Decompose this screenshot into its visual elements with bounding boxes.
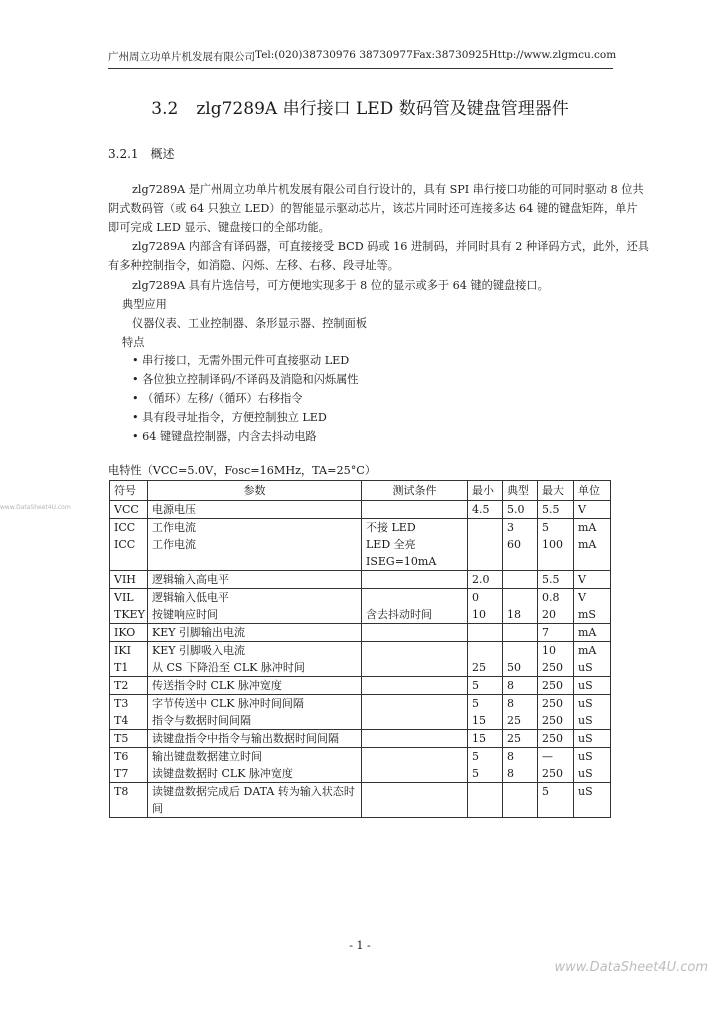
cell-max: 10 250 [538,642,574,677]
cell-min: 5 5 [468,748,503,783]
cell-min: 25 [468,642,503,677]
chapter-number: 3.2 [151,99,179,119]
cell-parameter: 读键盘指令中指令与输出数据时间间隔 [148,730,362,748]
cell-symbol: IKI T1 [110,642,148,677]
table-header-row [110,481,611,501]
table-row [110,519,611,571]
table-row [110,783,611,818]
page-number: - 1 - [349,939,371,952]
cell-unit: uS [574,783,611,818]
cell-parameter: 逻辑输入低电平 按键响应时间 [148,589,362,624]
feature-item: • （循环）左移/（循环）右移指令 [132,392,303,405]
cell-parameter: KEY 引脚吸入电流 从 CS 下降沿至 CLK 脉冲时间 [148,642,362,677]
table-row [110,730,611,748]
header-symbol: 符号 [110,481,148,501]
cell-min: 0 10 [468,589,503,624]
cell-typ: 18 [503,589,538,624]
cell-symbol: T2 [110,677,148,695]
cell-condition: 不接 LED LED 全亮 ISEG=10mA [362,519,468,571]
feature-label: 特点 [122,336,145,349]
cell-condition [362,730,468,748]
application-label: 典型应用 [122,298,167,311]
cell-unit: uS uS [574,748,611,783]
header-fax: Fax:38730925 [412,49,489,61]
table-row [110,748,611,783]
cell-condition [362,783,468,818]
cell-parameter: 输出键盘数据建立时间 读键盘数据时 CLK 脉冲宽度 [148,748,362,783]
feature-item: • 具有段寻址指令，方便控制独立 LED [132,411,327,424]
cell-parameter: 逻辑输入高电平 [148,571,362,589]
table-row [110,589,611,624]
application-text: 仪器仪表、工业控制器、条形显示器、控制面板 [132,317,367,330]
cell-min: 5 [468,677,503,695]
overview-p2-line2: 有多种控制指令，如消隐、闪烁、左移、右移、段寻址等。 [108,259,399,272]
cell-parameter: 读键盘数据完成后 DATA 转为输入状态时 间 [148,783,362,818]
table-row [110,677,611,695]
table-row [110,501,611,519]
feature-item: • 串行接口，无需外围元件可直接驱动 LED [132,354,350,367]
cell-typ: 5.0 [503,501,538,519]
section-number: 3.2.1 [108,147,139,161]
cell-min: 4.5 [468,501,503,519]
cell-max: 250 [538,730,574,748]
header-website[interactable]: Http://www.zlgmcu.com [488,49,617,61]
cell-unit: V mS [574,589,611,624]
header-unit: 单位 [574,481,611,501]
overview-p1-line2: 阴式数码管（或 64 只独立 LED）的智能显示驱动芯片，该芯片同时还可连接多达 64 键的键盘矩阵，单片 [108,202,638,215]
header-min: 最小 [468,481,503,501]
cell-condition: 含去抖动时间 [362,589,468,624]
cell-typ: 8 25 [503,695,538,730]
overview-p2-line1: zlg7289A 内部含有译码器，可直接接受 BCD 码或 16 进制码，并同时具有 2 种译码方式，此外，还具 [132,240,649,253]
cell-max: 5 100 [538,519,574,571]
cell-unit: V [574,501,611,519]
cell-typ: 8 8 [503,748,538,783]
section-title: 概述 [150,147,175,161]
overview-p3-line1: zlg7289A 具有片选信号，可方便地实现多于 8 位的显示或多于 64 键的键盘接口。 [132,279,549,292]
table-row [110,571,611,589]
cell-typ: 3 60 [503,519,538,571]
cell-min: 5 15 [468,695,503,730]
chapter-title-text: zlg7289A 串行接口 LED 数码管及键盘管理器件 [196,99,569,119]
cell-max: 5 [538,783,574,818]
page-header [108,49,617,69]
cell-condition [362,624,468,642]
cell-unit: V [574,571,611,589]
cell-unit: uS [574,677,611,695]
header-company: 广州周立功单片机发展有限公司 [108,51,255,63]
cell-parameter: KEY 引脚输出电流 [148,624,362,642]
cell-max: 7 [538,624,574,642]
cell-unit: mA mA [574,519,611,571]
cell-min: 2.0 [468,571,503,589]
table-row [110,695,611,730]
section-heading [108,145,175,162]
cell-parameter: 工作电流 工作电流 [148,519,362,571]
corner-watermark: www.DataSheet4U.com [554,960,708,975]
cell-symbol: T6 T7 [110,748,148,783]
side-watermark: www.DataSheet4U.com [0,504,71,511]
cell-min [468,519,503,571]
cell-typ: 25 [503,730,538,748]
cell-max: 0.8 20 [538,589,574,624]
cell-typ [503,624,538,642]
cell-min [468,624,503,642]
cell-condition [362,642,468,677]
cell-symbol: VIH [110,571,148,589]
cell-max: — 250 [538,748,574,783]
cell-typ: 50 [503,642,538,677]
feature-item: • 64 键键盘控制器，内含去抖动电路 [132,430,317,443]
cell-typ [503,783,538,818]
header-typ: 典型 [503,481,538,501]
cell-parameter: 电源电压 [148,501,362,519]
cell-min: 15 [468,730,503,748]
cell-parameter: 字节传送中 CLK 脉冲时间间隔 指令与数据时间间隔 [148,695,362,730]
cell-symbol: T3 T4 [110,695,148,730]
cell-unit: uS uS [574,695,611,730]
cell-symbol: ICC ICC [110,519,148,571]
header-tel: Tel:(020)38730976 38730977 [255,49,413,61]
cell-unit: mA [574,624,611,642]
cell-condition [362,677,468,695]
cell-condition [362,748,468,783]
table-row [110,642,611,677]
cell-min [468,783,503,818]
cell-max: 250 [538,677,574,695]
chapter-title [0,94,720,119]
cell-max: 5.5 [538,501,574,519]
cell-symbol: VIL TKEY [110,589,148,624]
cell-symbol: VCC [110,501,148,519]
header-parameter: 参数 [148,481,362,501]
cell-typ [503,571,538,589]
cell-max: 5.5 [538,571,574,589]
overview-p1-line1: zlg7289A 是广州周立功单片机发展有限公司自行设计的，具有 SPI 串行接口功能的可同时驱动 8 位共 [132,183,644,196]
header-max: 最大 [538,481,574,501]
cell-condition [362,501,468,519]
electrical-characteristics-title: 电特性（VCC=5.0V，Fosc=16MHz，TA=25°C） [108,464,377,477]
cell-condition [362,571,468,589]
cell-condition [362,695,468,730]
electrical-characteristics-table [109,480,611,818]
cell-typ: 8 [503,677,538,695]
cell-unit: uS [574,730,611,748]
table-row [110,624,611,642]
cell-symbol: T5 [110,730,148,748]
cell-parameter: 传送指令时 CLK 脉冲宽度 [148,677,362,695]
cell-unit: mA uS [574,642,611,677]
overview-p1-line3: 即可完成 LED 显示、键盘接口的全部功能。 [108,221,330,234]
cell-symbol: IKO [110,624,148,642]
cell-symbol: T8 [110,783,148,818]
header-condition: 测试条件 [362,481,468,501]
feature-item: • 各位独立控制译码/不译码及消隐和闪烁属性 [132,373,359,386]
cell-max: 250 250 [538,695,574,730]
